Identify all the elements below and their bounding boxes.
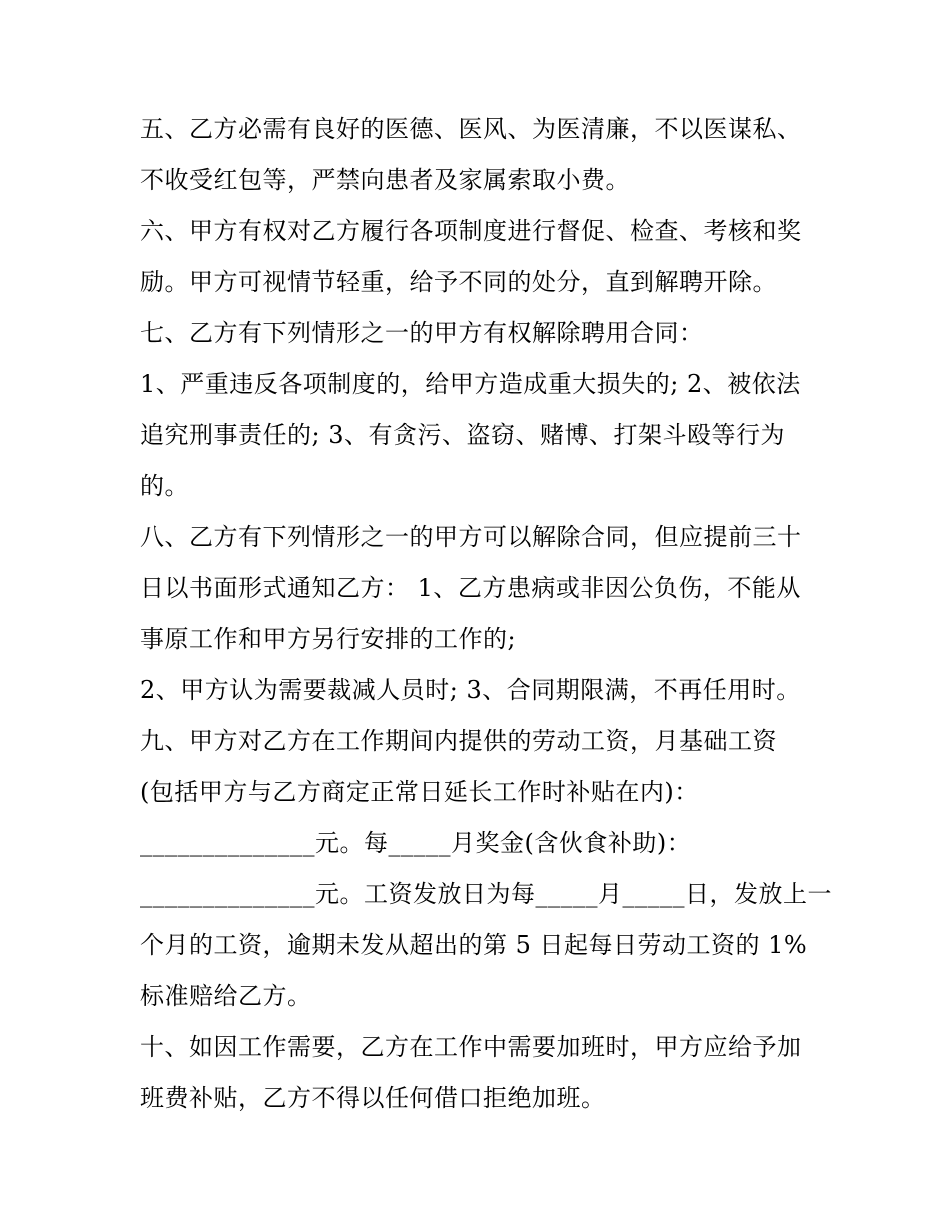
text-line: 不收受红包等，严禁向患者及家属索取小费。 (140, 166, 630, 194)
text-line: 追究刑事责任的; 3、有贪污、盗窃、赌博、打架斗殴等行为 (140, 421, 785, 449)
text-line: 十、如因工作需要，乙方在工作中需要加班时，甲方应给予加 (140, 1033, 802, 1061)
text-line: 班费补贴，乙方不得以任何借口拒绝加班。 (140, 1084, 606, 1112)
text-line: 个月的工资，逾期未发从超出的第 5 日起每日劳动工资的 1% (140, 931, 808, 959)
text-line: ______________元。工资发放日为每_____月_____日，发放上一 (140, 880, 832, 908)
text-line: 五、乙方必需有良好的医德、医风、为医清廉，不以医谋私、 (140, 115, 802, 143)
text-line: 八、乙方有下列情形之一的甲方可以解除合同，但应提前三十 (140, 523, 802, 551)
text-line: 日以书面形式通知乙方： 1、乙方患病或非因公负伤，不能从 (140, 574, 801, 602)
text-line: 1、严重违反各项制度的，给甲方造成重大损失的; 2、被依法 (140, 370, 801, 398)
text-line: 事原工作和甲方另行安排的工作的; (140, 625, 517, 653)
text-line: 励。甲方可视情节轻重，给予不同的处分，直到解聘开除。 (140, 268, 777, 296)
text-line: 九、甲方对乙方在工作期间内提供的劳动工资，月基础工资 (140, 727, 777, 755)
text-line: 标准赔给乙方。 (140, 982, 312, 1010)
text-line: 的。 (140, 472, 189, 500)
text-line: 六、甲方有权对乙方履行各项制度进行督促、检查、考核和奖 (140, 217, 802, 245)
text-line: (包括甲方与乙方商定正常日延长工作时补贴在内)： (140, 778, 699, 806)
text-line: 七、乙方有下列情形之一的甲方有权解除聘用合同： (140, 319, 704, 347)
text-line: 2、甲方认为需要裁减人员时; 3、合同期限满，不再任用时。 (140, 676, 801, 704)
text-line: ______________元。每_____月奖金(含伙食补助)： (140, 829, 692, 857)
